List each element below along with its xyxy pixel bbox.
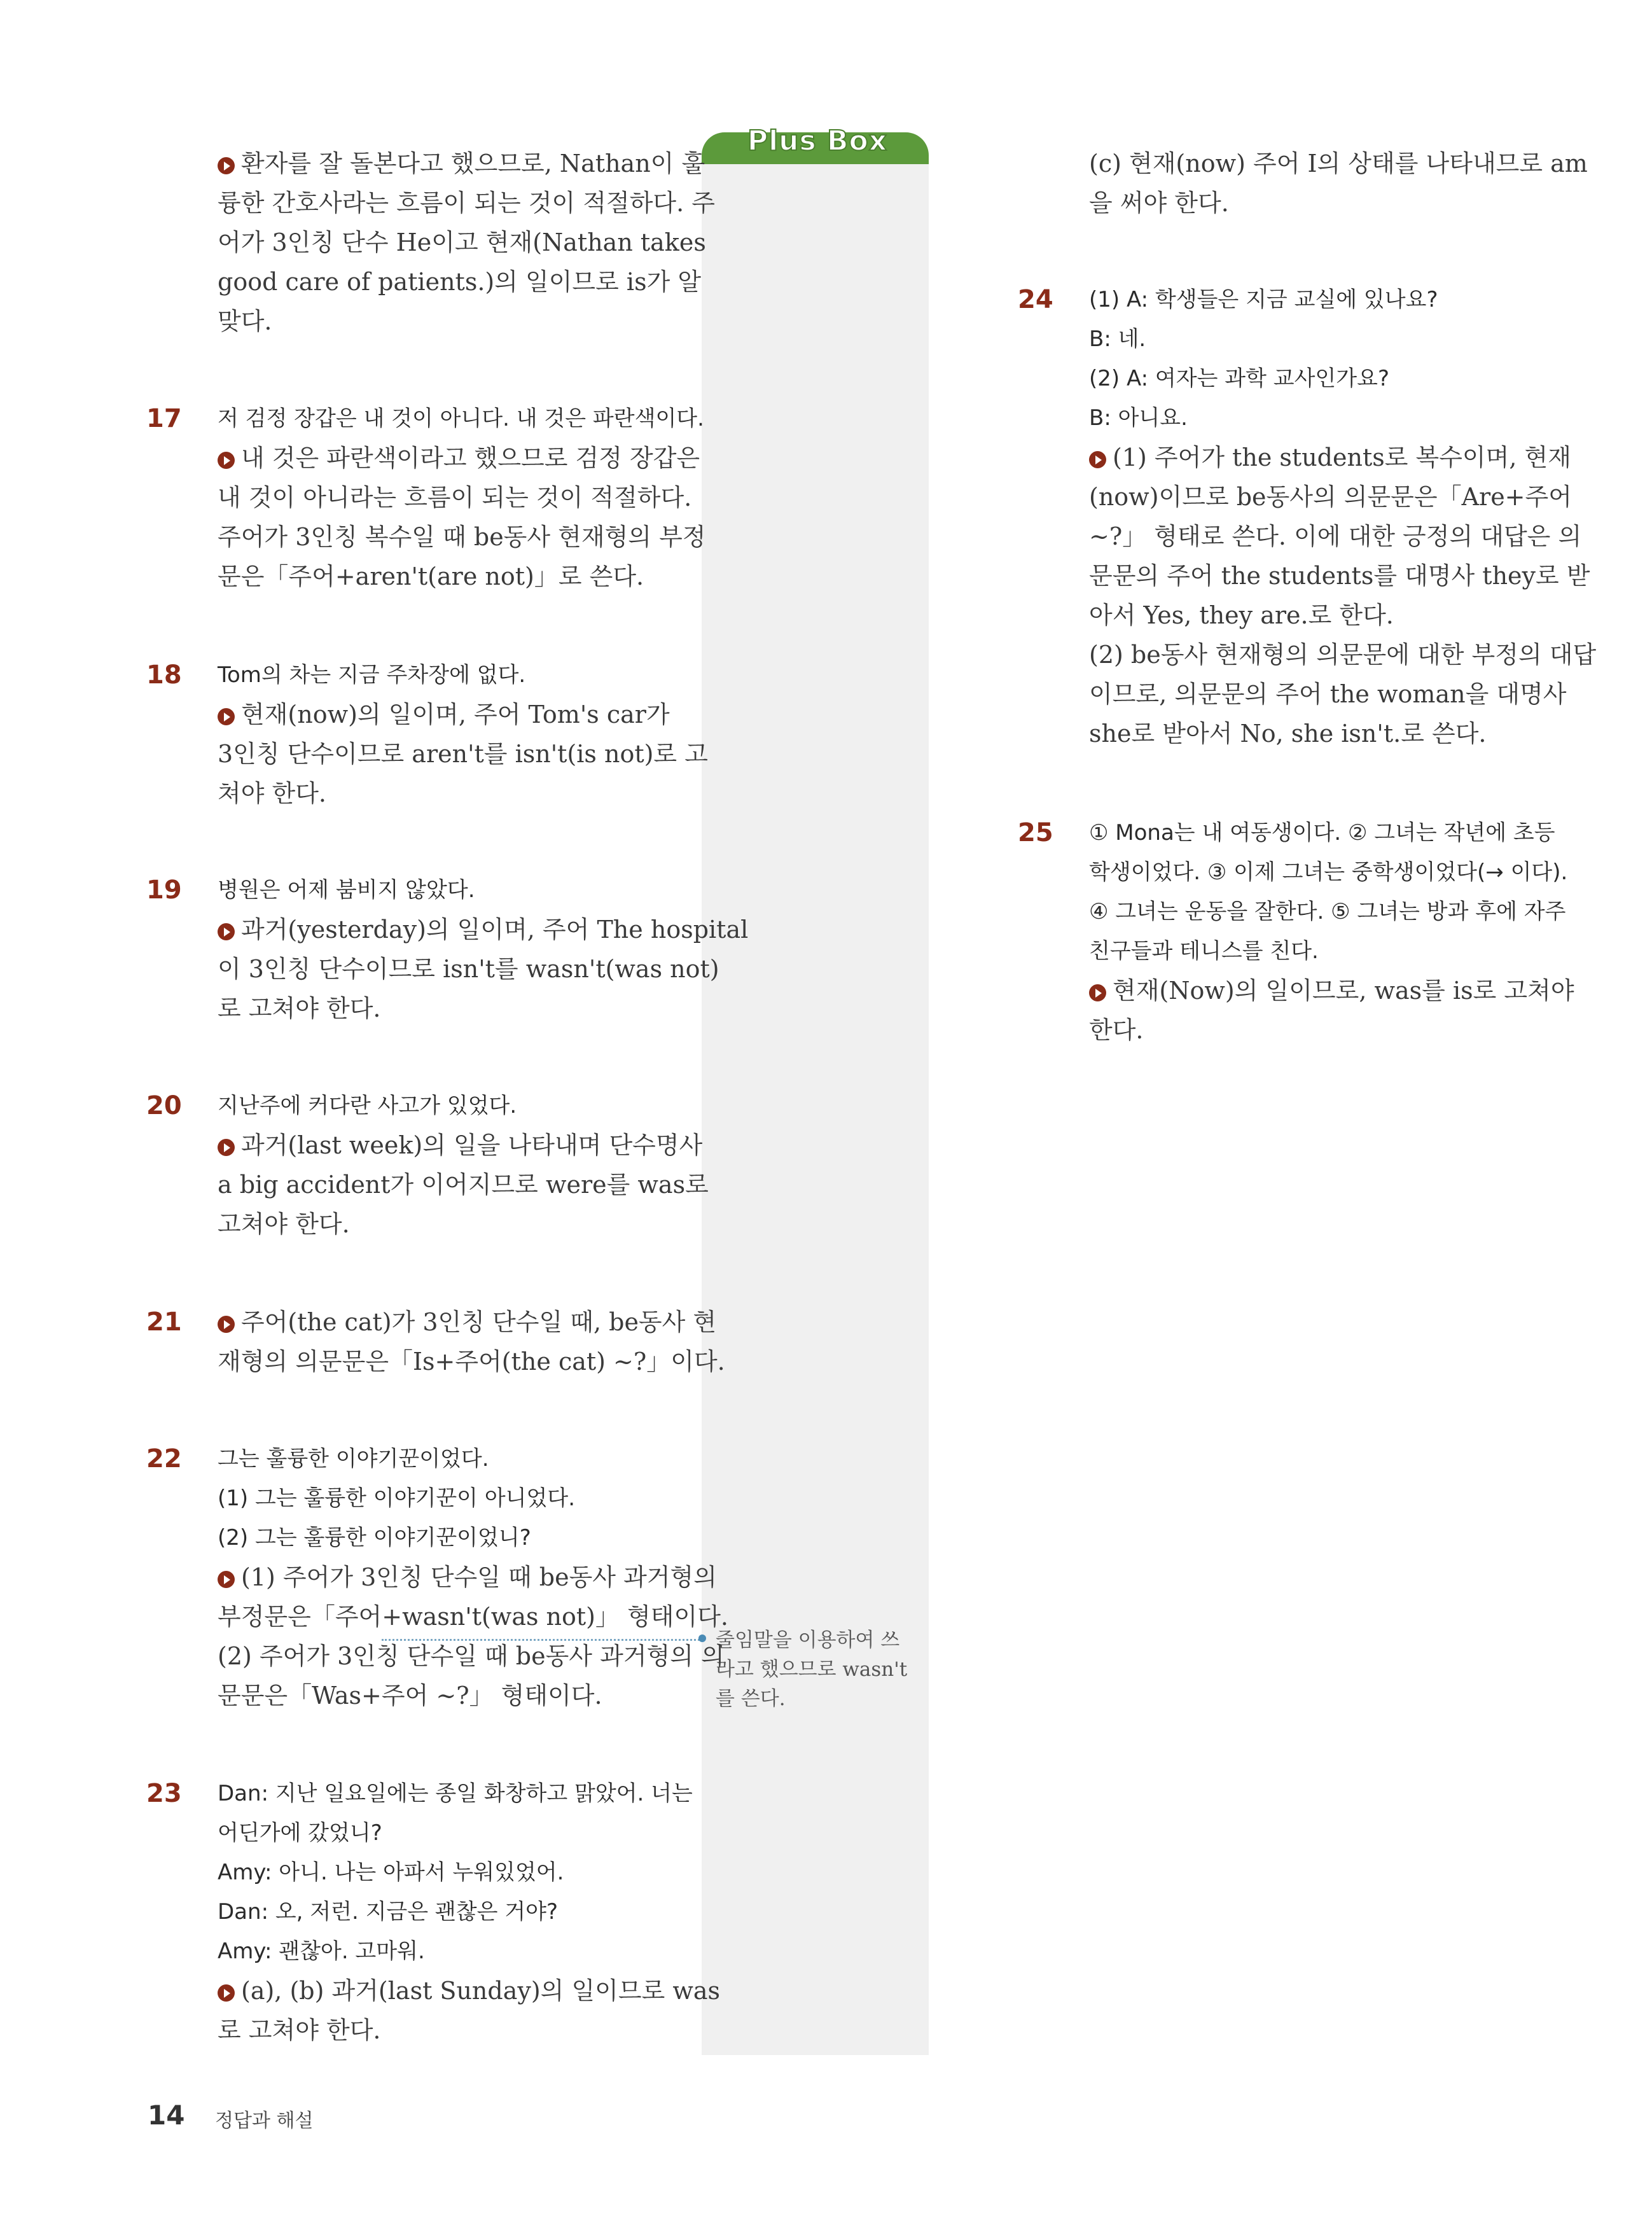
explanation-line: 주어가 3인칭 복수일 때 be동사 현재형의 부정 [218, 523, 706, 551]
explanation-line: (2) be동사 현재형의 의문문에 대한 부정의 대답 [1089, 641, 1597, 669]
explanation-line: 과거(last week)의 일을 나타내며 단수명사 [241, 1131, 703, 1159]
explanation-line: 부정문은「주어+wasn't(was not)」 형태이다. [218, 1603, 728, 1631]
play-bullet-icon [1089, 984, 1106, 1001]
play-bullet-icon [218, 1571, 235, 1588]
plus-box-strip [702, 162, 929, 2055]
plus-box-note-line: 줄임말을 이용하여 쓰 [716, 1629, 900, 1652]
explanation-line: 륭한 간호사라는 흐름이 되는 것이 적절하다. 주 [218, 189, 716, 217]
translation-line: Tom의 차는 지금 주차장에 없다. [218, 662, 526, 688]
explanation-line: 문은「주어+aren't(are not)」로 쓴다. [218, 562, 644, 590]
question-number: 25 [1018, 818, 1053, 847]
question-number: 24 [1018, 285, 1053, 314]
explanation-line: (c) 현재(now) 주어 I의 상태를 나타내므로 am [1089, 150, 1588, 178]
explanation-line: 문문의 주어 the students를 대명사 they로 받 [1089, 562, 1590, 590]
explanation-line: (a), (b) 과거(last Sunday)의 일이므로 was [241, 1977, 721, 2005]
play-bullet-icon [218, 1316, 235, 1333]
explanation-line: (now)이므로 be동사의 의문문은「Are+주어 [1089, 483, 1572, 511]
footer-label: 정답과 해설 [215, 2110, 314, 2132]
explanation-line: (1) 주어가 the students로 복수이며, 현재 [1113, 443, 1571, 471]
explanation-line: 이므로, 의문문의 주어 the woman을 대명사 [1089, 680, 1567, 708]
plus-box-note-line: 라고 했으므로 wasn't [716, 1658, 908, 1681]
explanation-line: 현재(now)의 일이며, 주어 Tom's car가 [241, 700, 670, 728]
question-number: 23 [146, 1779, 182, 1808]
explanation-line: 고쳐야 한다. [218, 1210, 350, 1238]
question-number: 19 [146, 875, 182, 905]
explanation-line: 주어(the cat)가 3인칭 단수일 때, be동사 현 [241, 1308, 717, 1336]
play-bullet-icon [218, 452, 235, 469]
question-number: 18 [146, 660, 182, 690]
play-bullet-icon [218, 708, 235, 725]
explanation-line: 한다. [1089, 1016, 1144, 1044]
translation-line: 그는 훌륭한 이야기꾼이었다. [218, 1446, 489, 1472]
explanation-line: 현재(Now)의 일이므로, was를 is로 고쳐야 [1113, 977, 1574, 1005]
translation-line: 병원은 어제 붐비지 않았다. [218, 877, 475, 903]
translation-line: (2) A: 여자는 과학 교사인가요? [1089, 366, 1389, 391]
translation-line: 저 검정 장갑은 내 것이 아니다. 내 것은 파란색이다. [218, 406, 704, 431]
play-bullet-icon [218, 1139, 235, 1156]
translation-line: (1) A: 학생들은 지금 교실에 있나요? [1089, 287, 1438, 312]
explanation-line: 3인칭 단수이므로 aren't를 isn't(is not)로 고 [218, 740, 708, 768]
explanation-line: a big accident가 이어지므로 were를 was로 [218, 1171, 709, 1199]
explanation-line: good care of patients.)의 일이므로 is가 알 [218, 268, 702, 296]
dialog-line: Amy: 아니. 나는 아파서 누워있었어. [218, 1860, 564, 1885]
translation-subline: (1) 그는 훌륭한 이야기꾼이 아니었다. [218, 1486, 576, 1511]
explanation-line: 환자를 잘 돌본다고 했으므로, Nathan이 훌 [241, 150, 705, 178]
translation-line: B: 네. [1089, 326, 1146, 352]
play-bullet-icon [218, 157, 235, 174]
page-number: 14 [148, 2100, 185, 2131]
explanation-line: ~?」 형태로 쓴다. 이에 대한 긍정의 대답은 의 [1089, 522, 1582, 550]
explanation-line: (1) 주어가 3인칭 단수일 때 be동사 과거형의 [241, 1563, 717, 1591]
explanation-line: 재형의 의문문은「Is+주어(the cat) ~?」이다. [218, 1348, 725, 1376]
plus-box-note [716, 1626, 919, 1713]
question-number: 21 [146, 1307, 182, 1337]
explanation-line: she로 받아서 No, she isn't.로 쓴다. [1089, 720, 1487, 748]
explanation-line: 문문은「Was+주어 ~?」 형태이다. [218, 1682, 602, 1710]
translation-subline: (2) 그는 훌륭한 이야기꾼이었니? [218, 1525, 531, 1551]
translation-line: ④ 그녀는 운동을 잘한다. ⑤ 그녀는 방과 후에 자주 [1089, 899, 1566, 924]
translation-line: B: 아니요. [1089, 405, 1188, 431]
translation-line: ① Mona는 내 여동생이다. ② 그녀는 작년에 초등 [1089, 820, 1555, 846]
explanation-line: 이 3인칭 단수이므로 isn't를 wasn't(was not) [218, 955, 719, 983]
dialog-line: Dan: 오, 저런. 지금은 괜찮은 거야? [218, 1899, 559, 1925]
play-bullet-icon [1089, 451, 1106, 468]
explanation-line: 과거(yesterday)의 일이며, 주어 The hospital [241, 916, 749, 944]
explanation-line: 내 것은 파란색이라고 했으므로 검정 장갑은 [241, 444, 700, 472]
translation-line: 학생이었다. ③ 이제 그녀는 중학생이었다(→ 이다). [1089, 860, 1568, 885]
question-number: 22 [146, 1444, 182, 1474]
explanation-line: 을 써야 한다. [1089, 189, 1229, 217]
plus-box-title: Plus Box [747, 125, 888, 157]
plus-box-note-line: 를 쓴다. [716, 1687, 786, 1710]
play-bullet-icon [218, 1984, 235, 2002]
explanation-line: 쳐야 한다. [218, 779, 326, 807]
explanation-line: 로 고쳐야 한다. [218, 2016, 381, 2044]
translation-line: 지난주에 커다란 사고가 있었다. [218, 1093, 517, 1118]
explanation-line: 내 것이 아니라는 흐름이 되는 것이 적절하다. [218, 484, 692, 512]
play-bullet-icon [218, 923, 235, 940]
question-number: 20 [146, 1091, 182, 1120]
explanation-line: 로 고쳐야 한다. [218, 994, 381, 1022]
translation-line: 친구들과 테니스를 친다. [1089, 938, 1319, 964]
question-number: 17 [146, 404, 182, 433]
explanation-line: (2) 주어가 3인칭 단수일 때 be동사 과거형의 의 [218, 1642, 725, 1670]
explanation-line: 아서 Yes, they are.로 한다. [1089, 601, 1394, 629]
dialog-line: Dan: 지난 일요일에는 종일 화창하고 맑았어. 너는 [218, 1781, 693, 1806]
dialog-line: Amy: 괜찮아. 고마워. [218, 1939, 425, 1964]
explanation-line: 어가 3인칭 단수 He이고 현재(Nathan takes [218, 228, 706, 256]
explanation-line: 맞다. [218, 307, 272, 335]
dialog-line: 어딘가에 갔었니? [218, 1820, 382, 1846]
